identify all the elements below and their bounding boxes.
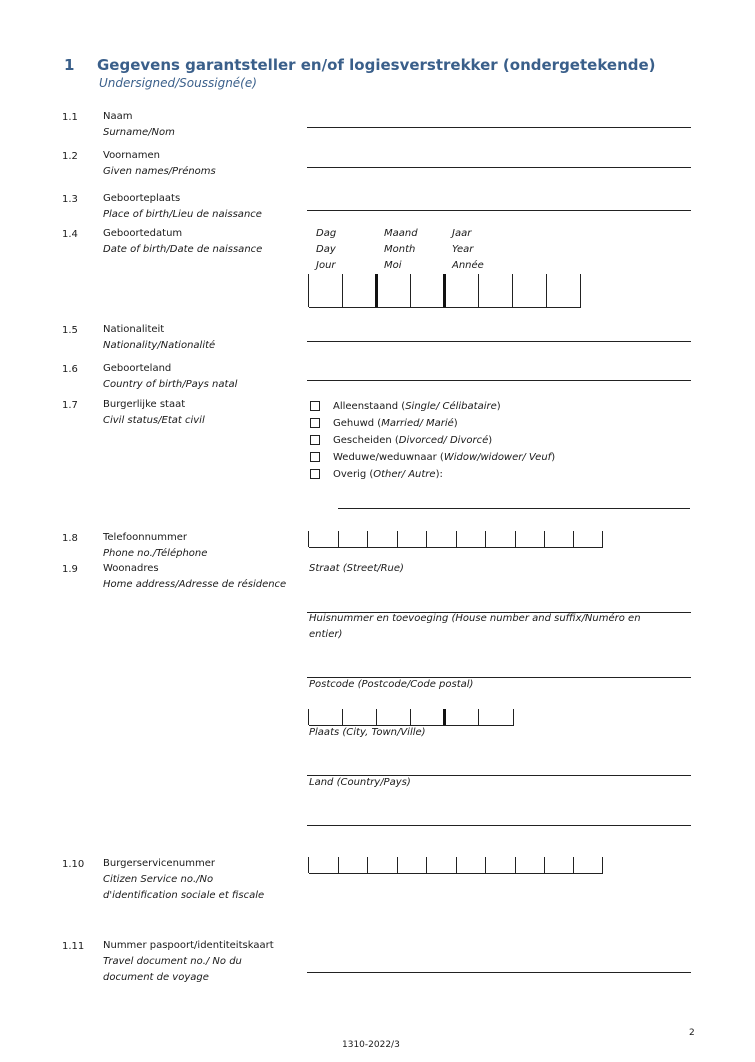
- field-number: 1.2: [62, 151, 78, 162]
- field-number: 1.11: [62, 941, 85, 952]
- house-number-label: Huisnummer en toevoeging (House number and suffix/Numéro en entier): [309, 613, 641, 640]
- civil-status-other-input[interactable]: [338, 508, 690, 509]
- field-number: 1.1: [62, 112, 78, 123]
- street-label: Straat (Street/Rue): [309, 563, 404, 574]
- given-names-input[interactable]: [307, 167, 691, 168]
- civil-status-label: Burgerlijke staat Civil status/Etat civil: [103, 399, 205, 426]
- country-of-birth-input[interactable]: [307, 380, 691, 381]
- checkbox[interactable]: [310, 435, 320, 445]
- nationality-label: Nationaliteit Nationality/Nationalité: [103, 324, 216, 351]
- field-number: 1.3: [62, 194, 78, 205]
- travel-document-input[interactable]: [307, 972, 691, 973]
- travel-document-label: Nummer paspoort/identiteitskaart Travel document no./ No du document de voyage: [103, 940, 274, 983]
- country-of-birth-label: Geboorteland Country of birth/Pays natal: [103, 363, 238, 390]
- civil-status-option-widowed[interactable]: Weduwe/weduwnaar ( Widow/widower/ Veuf ): [310, 449, 555, 465]
- section-title: Gegevens garantsteller en/of logiesverstrekker (ondergetekende): [97, 56, 656, 74]
- date-of-birth-label: Geboortedatum Date of birth/Date de naissance: [103, 228, 263, 255]
- postcode-label: Postcode (Postcode/Code postal): [309, 679, 474, 690]
- day-label: Dag Day Jour: [316, 228, 337, 271]
- checkbox[interactable]: [310, 469, 320, 479]
- field-number: 1.8: [62, 533, 78, 544]
- field-number: 1.7: [62, 400, 78, 411]
- month-label: Maand Month Moi: [384, 228, 418, 271]
- country-input[interactable]: [307, 825, 691, 826]
- civil-status-option-married[interactable]: Gehuwd ( Married/ Marié ): [310, 415, 458, 431]
- civil-status-option-divorced[interactable]: Gescheiden ( Divorced/ Divorcé ): [310, 432, 492, 448]
- surname-label: Naam Surname/Nom: [103, 111, 175, 138]
- nationality-input[interactable]: [307, 341, 691, 342]
- checkbox[interactable]: [310, 401, 320, 411]
- field-number: 1.10: [62, 859, 85, 870]
- postcode-boxes[interactable]: [309, 709, 514, 726]
- place-of-birth-input[interactable]: [307, 210, 691, 211]
- document-code: 1310-2022/3: [342, 1040, 400, 1050]
- home-address-label: Woonadres Home address/Adresse de résidence: [103, 563, 287, 590]
- checkbox[interactable]: [310, 452, 320, 462]
- field-number: 1.9: [62, 564, 78, 575]
- field-number: 1.4: [62, 229, 78, 240]
- city-label: Plaats (City, Town/Ville): [309, 727, 426, 738]
- citizen-service-number-label: Burgerservicenummer Citizen Service no./No d'identification sociale et fiscale: [103, 858, 265, 901]
- section-number: 1: [64, 56, 75, 74]
- checkbox[interactable]: [310, 418, 320, 428]
- phone-boxes[interactable]: [309, 531, 603, 548]
- page-number: 2: [689, 1028, 695, 1038]
- civil-status-option-single[interactable]: Alleenstaand ( Single/ Célibataire ): [310, 398, 501, 414]
- year-label: Jaar Year Année: [452, 228, 484, 271]
- country-label: Land (Country/Pays): [309, 777, 411, 788]
- section-subtitle: Undersigned/Soussigné(e): [99, 76, 257, 90]
- date-of-birth-boxes[interactable]: [309, 274, 581, 308]
- given-names-label: Voornamen Given names/Prénoms: [103, 150, 216, 177]
- citizen-service-number-boxes[interactable]: [309, 857, 603, 874]
- field-number: 1.6: [62, 364, 78, 375]
- field-number: 1.5: [62, 325, 78, 336]
- place-of-birth-label: Geboorteplaats Place of birth/Lieu de naissance: [103, 193, 262, 220]
- surname-input[interactable]: [307, 127, 691, 128]
- phone-label: Telefoonnummer Phone no./Téléphone: [103, 532, 208, 559]
- civil-status-option-other[interactable]: Overig ( Other/ Autre ):: [310, 466, 443, 482]
